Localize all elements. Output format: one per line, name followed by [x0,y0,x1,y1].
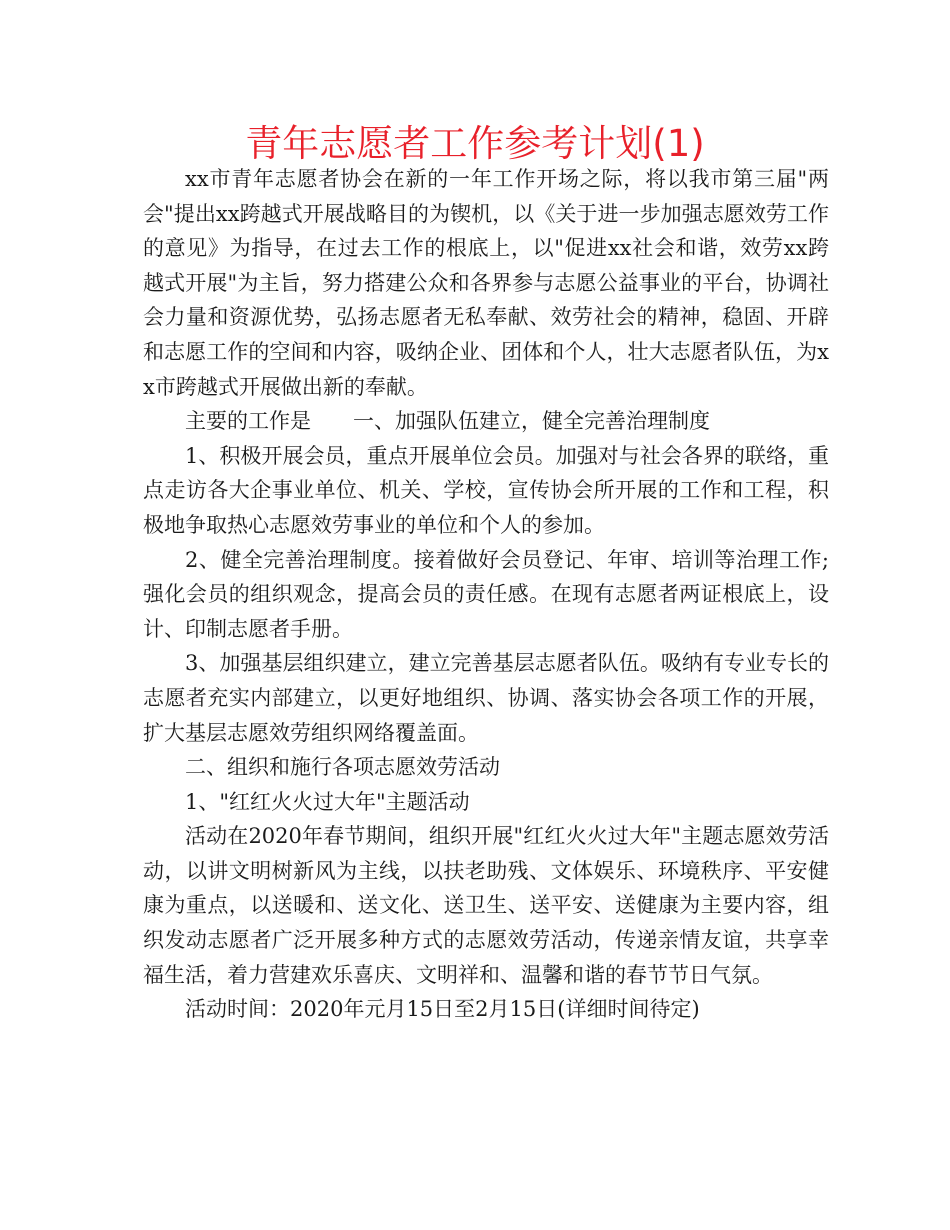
paragraph-item-1: 1、积极开展会员，重点开展单位会员。加强对与社会各界的联络，重点走访各大企事业单位、机关、学校，宣传协会所开展的工作和工程，积极地争取热心志愿效劳事业的单位和个人的参加。 [143,443,829,537]
paragraph-intro: xx市青年志愿者协会在新的一年工作开场之际，将以我市第三届"两会"提出xx跨越式开展战略目的为锲机，以《关于进一步加强志愿效劳工作的意见》为指导，在过去工作的根底上，以"促进xx社会和谐，效劳xx跨越式开展"为主旨，努力搭建公众和各界参与志愿公益事业的平台，协调社会力量和资源优势，弘扬志愿者无私奉献、效劳社会的精神，稳固、开辟和志愿工作的空间和内容，吸纳企业、团体和个人，壮大志愿者队伍，为xx市跨越式开展做出新的奉献。 [143,167,829,399]
subheading-activity-1: 1、"红红火火过大年"主题活动 [185,789,470,814]
paragraph-item-3: 3、加强基层组织建立，建立完善基层志愿者队伍。吸纳有专业专长的志愿者充实内部建立，以更好地组织、协调、落实协会各项工作的开展，扩大基层志愿效劳组织网络覆盖面。 [143,651,829,745]
section-heading-2: 二、组织和施行各项志愿效劳活动 [185,755,500,780]
paragraph-activity-time: 活动时间：2020年元月15日至2月15日(详细时间待定) [185,997,700,1022]
paragraph-activity-desc: 活动在2020年春节期间，组织开展"红红火火过大年"主题志愿效劳活动，以讲文明树新风为主线，以扶老助残、文体娱乐、环境秩序、平安健康为重点，以送暖和、送文化、送卫生、送平安、送健康为主要内容，组织发动志愿者广泛开展多种方式的志愿效劳活动，传递亲情友谊，共享幸福生活，着力营建欢乐喜庆、文明祥和、温馨和谐的春节节日气氛。 [143,824,829,987]
paragraph-main-work: 主要的工作是 一、加强队伍建立，健全完善治理制度 [185,409,710,434]
document-body [143,162,829,1027]
paragraph-item-2: 2、健全完善治理制度。接着做好会员登记、年审、培训等治理工作;强化会员的组织观念，提高会员的责任感。在现有志愿者两证根底上，设计、印制志愿者手册。 [143,547,829,641]
document-title: 青年志愿者工作参考计划(1) [245,122,705,165]
